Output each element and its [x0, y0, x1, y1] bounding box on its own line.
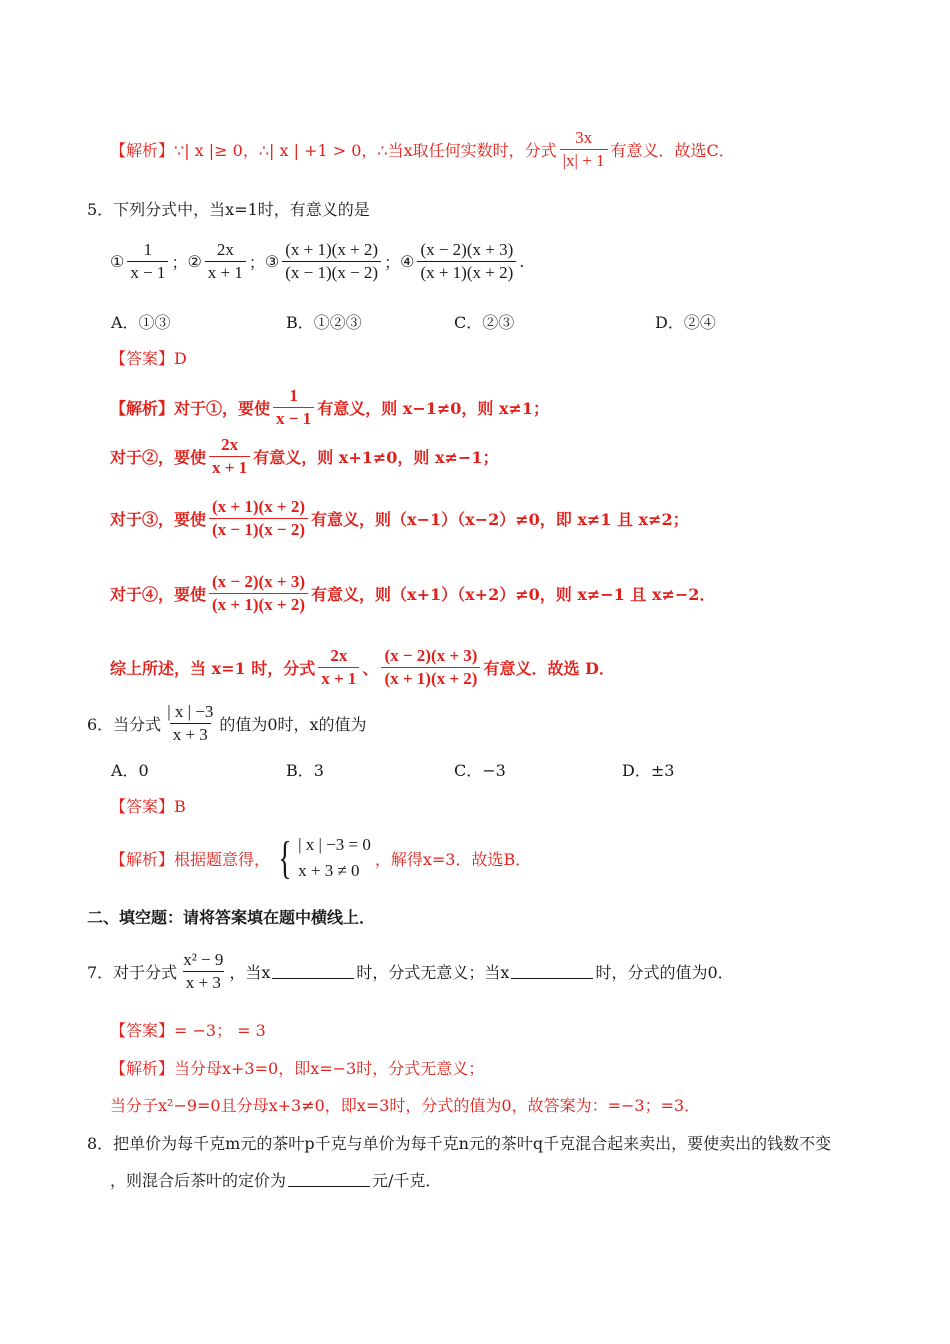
brace-icon: {	[278, 832, 292, 884]
analysis-text: 有意义，则 x−1≠0，则 x≠1；	[317, 398, 550, 418]
option-a: A．①③	[111, 313, 171, 332]
analysis-text: 【解析】根据题意得，	[110, 849, 271, 869]
question-text: 元/千克．	[372, 1171, 442, 1190]
fraction	[209, 572, 308, 614]
question-text: 的值为0时，x的值为	[219, 714, 367, 734]
fraction-denominator: x − 1	[127, 261, 168, 283]
analysis-q5-2	[110, 435, 498, 477]
analysis-text: ∵| x |≥ 0，∴| x | +1 > 0，∴当x取任何实数时，分式	[174, 140, 557, 160]
analysis-q7-2: 当分子x²−9=0且分母x+3≠0，即x=3时，分式的值为0，故答案为：=−3；=3．	[110, 1096, 701, 1115]
fraction-numerator: 2x	[221, 435, 239, 454]
fraction-numerator: 2x	[330, 646, 348, 665]
analysis-text: 综上所述，当 x=1 时，分式	[110, 658, 316, 678]
fraction-numerator: 2x	[216, 240, 234, 259]
fraction	[273, 386, 314, 428]
analysis-text: 有意义，则 x+1≠0，则 x≠−1；	[253, 447, 499, 467]
fraction	[282, 240, 381, 282]
fraction-denominator: x + 3	[170, 723, 211, 745]
fraction	[318, 646, 359, 688]
fraction-denominator: x + 1	[209, 456, 250, 478]
question-8-line1: 8．把单价为每千克m元的茶叶p千克与单价为每千克n元的茶叶q千克混合起来卖出，要使卖出的钱数不变	[87, 1134, 832, 1153]
answer-q7: 【答案】= −3； = 3	[110, 1021, 266, 1040]
analysis-q7-1: 【解析】当分母x+3=0，即x=−3时，分式无意义；	[110, 1059, 485, 1078]
question-5-stem: 5．下列分式中，当x=1时，有意义的是	[87, 200, 370, 219]
question-8-line2	[110, 1168, 441, 1191]
analysis-tag: 【解析】	[110, 140, 175, 160]
question-text: 7．对于分式	[87, 962, 178, 982]
fraction-numerator: (x + 1)(x + 2)	[212, 497, 306, 516]
fraction-denominator: x + 3	[183, 971, 224, 993]
answer-blank[interactable]	[511, 964, 593, 979]
fraction-numerator: (x − 2)(x + 3)	[420, 240, 514, 259]
option-d: D．②④	[655, 313, 716, 332]
option-c: C．−3	[454, 761, 506, 780]
question-text: 时，分式的值为0．	[595, 962, 734, 982]
analysis-text: 【解析】对于①，要使	[110, 398, 271, 418]
option-c: C．②③	[454, 313, 515, 332]
fraction-numerator: 3x	[575, 128, 593, 147]
analysis-text: 有意义．故选 D．	[483, 658, 615, 678]
fraction-numerator: x² − 9	[183, 950, 224, 969]
answer-blank[interactable]	[288, 1172, 370, 1187]
answer-blank[interactable]	[272, 964, 354, 979]
analysis-q5-3	[110, 497, 689, 539]
separator: ；	[171, 252, 188, 272]
option-a: A．0	[111, 761, 149, 780]
fraction	[180, 950, 226, 992]
fraction-numerator: | x | −3	[167, 702, 214, 721]
analysis-text: 有意义．故选C．	[610, 140, 735, 160]
fraction-denominator: x + 1	[205, 261, 246, 283]
question-7-stem	[87, 950, 734, 992]
fraction-numerator: 1	[289, 386, 298, 405]
section-heading: 二、填空题：请将答案填在题中横线上．	[87, 908, 376, 927]
equation-row: x + 3 ≠ 0	[298, 861, 360, 881]
fraction-numerator: (x − 2)(x + 3)	[212, 572, 306, 591]
analysis-q5-4	[110, 572, 715, 614]
answer-q6: 【答案】B	[110, 797, 186, 816]
separator: ；	[384, 252, 401, 272]
fraction	[381, 646, 480, 688]
fraction-denominator: x + 1	[318, 667, 359, 689]
fraction-numerator: 1	[143, 240, 153, 259]
equation-system	[274, 832, 371, 885]
fraction-denominator: (x + 1)(x + 2)	[417, 261, 516, 283]
question-5-fractions	[110, 240, 524, 282]
fraction-denominator: (x + 1)(x + 2)	[209, 593, 308, 615]
fraction	[205, 240, 246, 282]
question-text: 时，分式无意义；当x	[356, 962, 510, 982]
fraction	[560, 128, 608, 170]
option-b: B．①②③	[286, 313, 362, 332]
analysis-text: 有意义，则（x−1）（x−2）≠0，即 x≠1 且 x≠2；	[311, 509, 689, 529]
analysis-text: 对于④，要使	[110, 584, 207, 604]
analysis-q5-1	[110, 386, 549, 428]
question-6-stem	[87, 702, 367, 744]
fraction-denominator: (x − 1)(x − 2)	[282, 261, 381, 283]
circled-label: ④	[400, 251, 415, 271]
fraction	[127, 240, 168, 282]
fraction-denominator: |x| + 1	[560, 149, 608, 171]
question-text: ，则混合后茶叶的定价为	[110, 1171, 287, 1190]
fraction-denominator: (x − 1)(x − 2)	[209, 518, 308, 540]
fraction-denominator: (x + 1)(x + 2)	[381, 667, 480, 689]
circled-label: ①	[110, 251, 125, 271]
separator: ；	[248, 252, 265, 272]
analysis-q5-summary	[110, 646, 615, 688]
analysis-text: ，解得x=3．故选B．	[374, 849, 532, 869]
fraction-denominator: x − 1	[273, 407, 314, 429]
analysis-text: 对于②，要使	[110, 447, 207, 467]
circled-label: ②	[187, 251, 202, 271]
separator: 、	[362, 658, 379, 678]
question-text: ，当x	[229, 962, 271, 982]
analysis-q4	[110, 128, 735, 170]
analysis-text: 对于③，要使	[110, 509, 207, 529]
circled-label: ③	[264, 251, 280, 271]
fraction	[164, 702, 216, 744]
option-b: B．3	[286, 761, 324, 780]
analysis-q6	[110, 832, 531, 885]
fraction-numerator: (x − 2)(x + 3)	[384, 646, 478, 665]
analysis-text: 有意义，则（x+1）（x+2）≠0，则 x≠−1 且 x≠−2．	[311, 584, 716, 604]
period: .	[519, 251, 525, 271]
fraction	[209, 497, 308, 539]
option-d: D．±3	[622, 761, 675, 780]
answer-q5: 【答案】D	[110, 349, 187, 368]
fraction	[417, 240, 516, 282]
fraction-numerator: (x + 1)(x + 2)	[285, 240, 379, 259]
equation-row: | x | −3 = 0	[298, 835, 371, 854]
question-text: 6．当分式	[87, 714, 162, 734]
fraction	[209, 435, 250, 477]
